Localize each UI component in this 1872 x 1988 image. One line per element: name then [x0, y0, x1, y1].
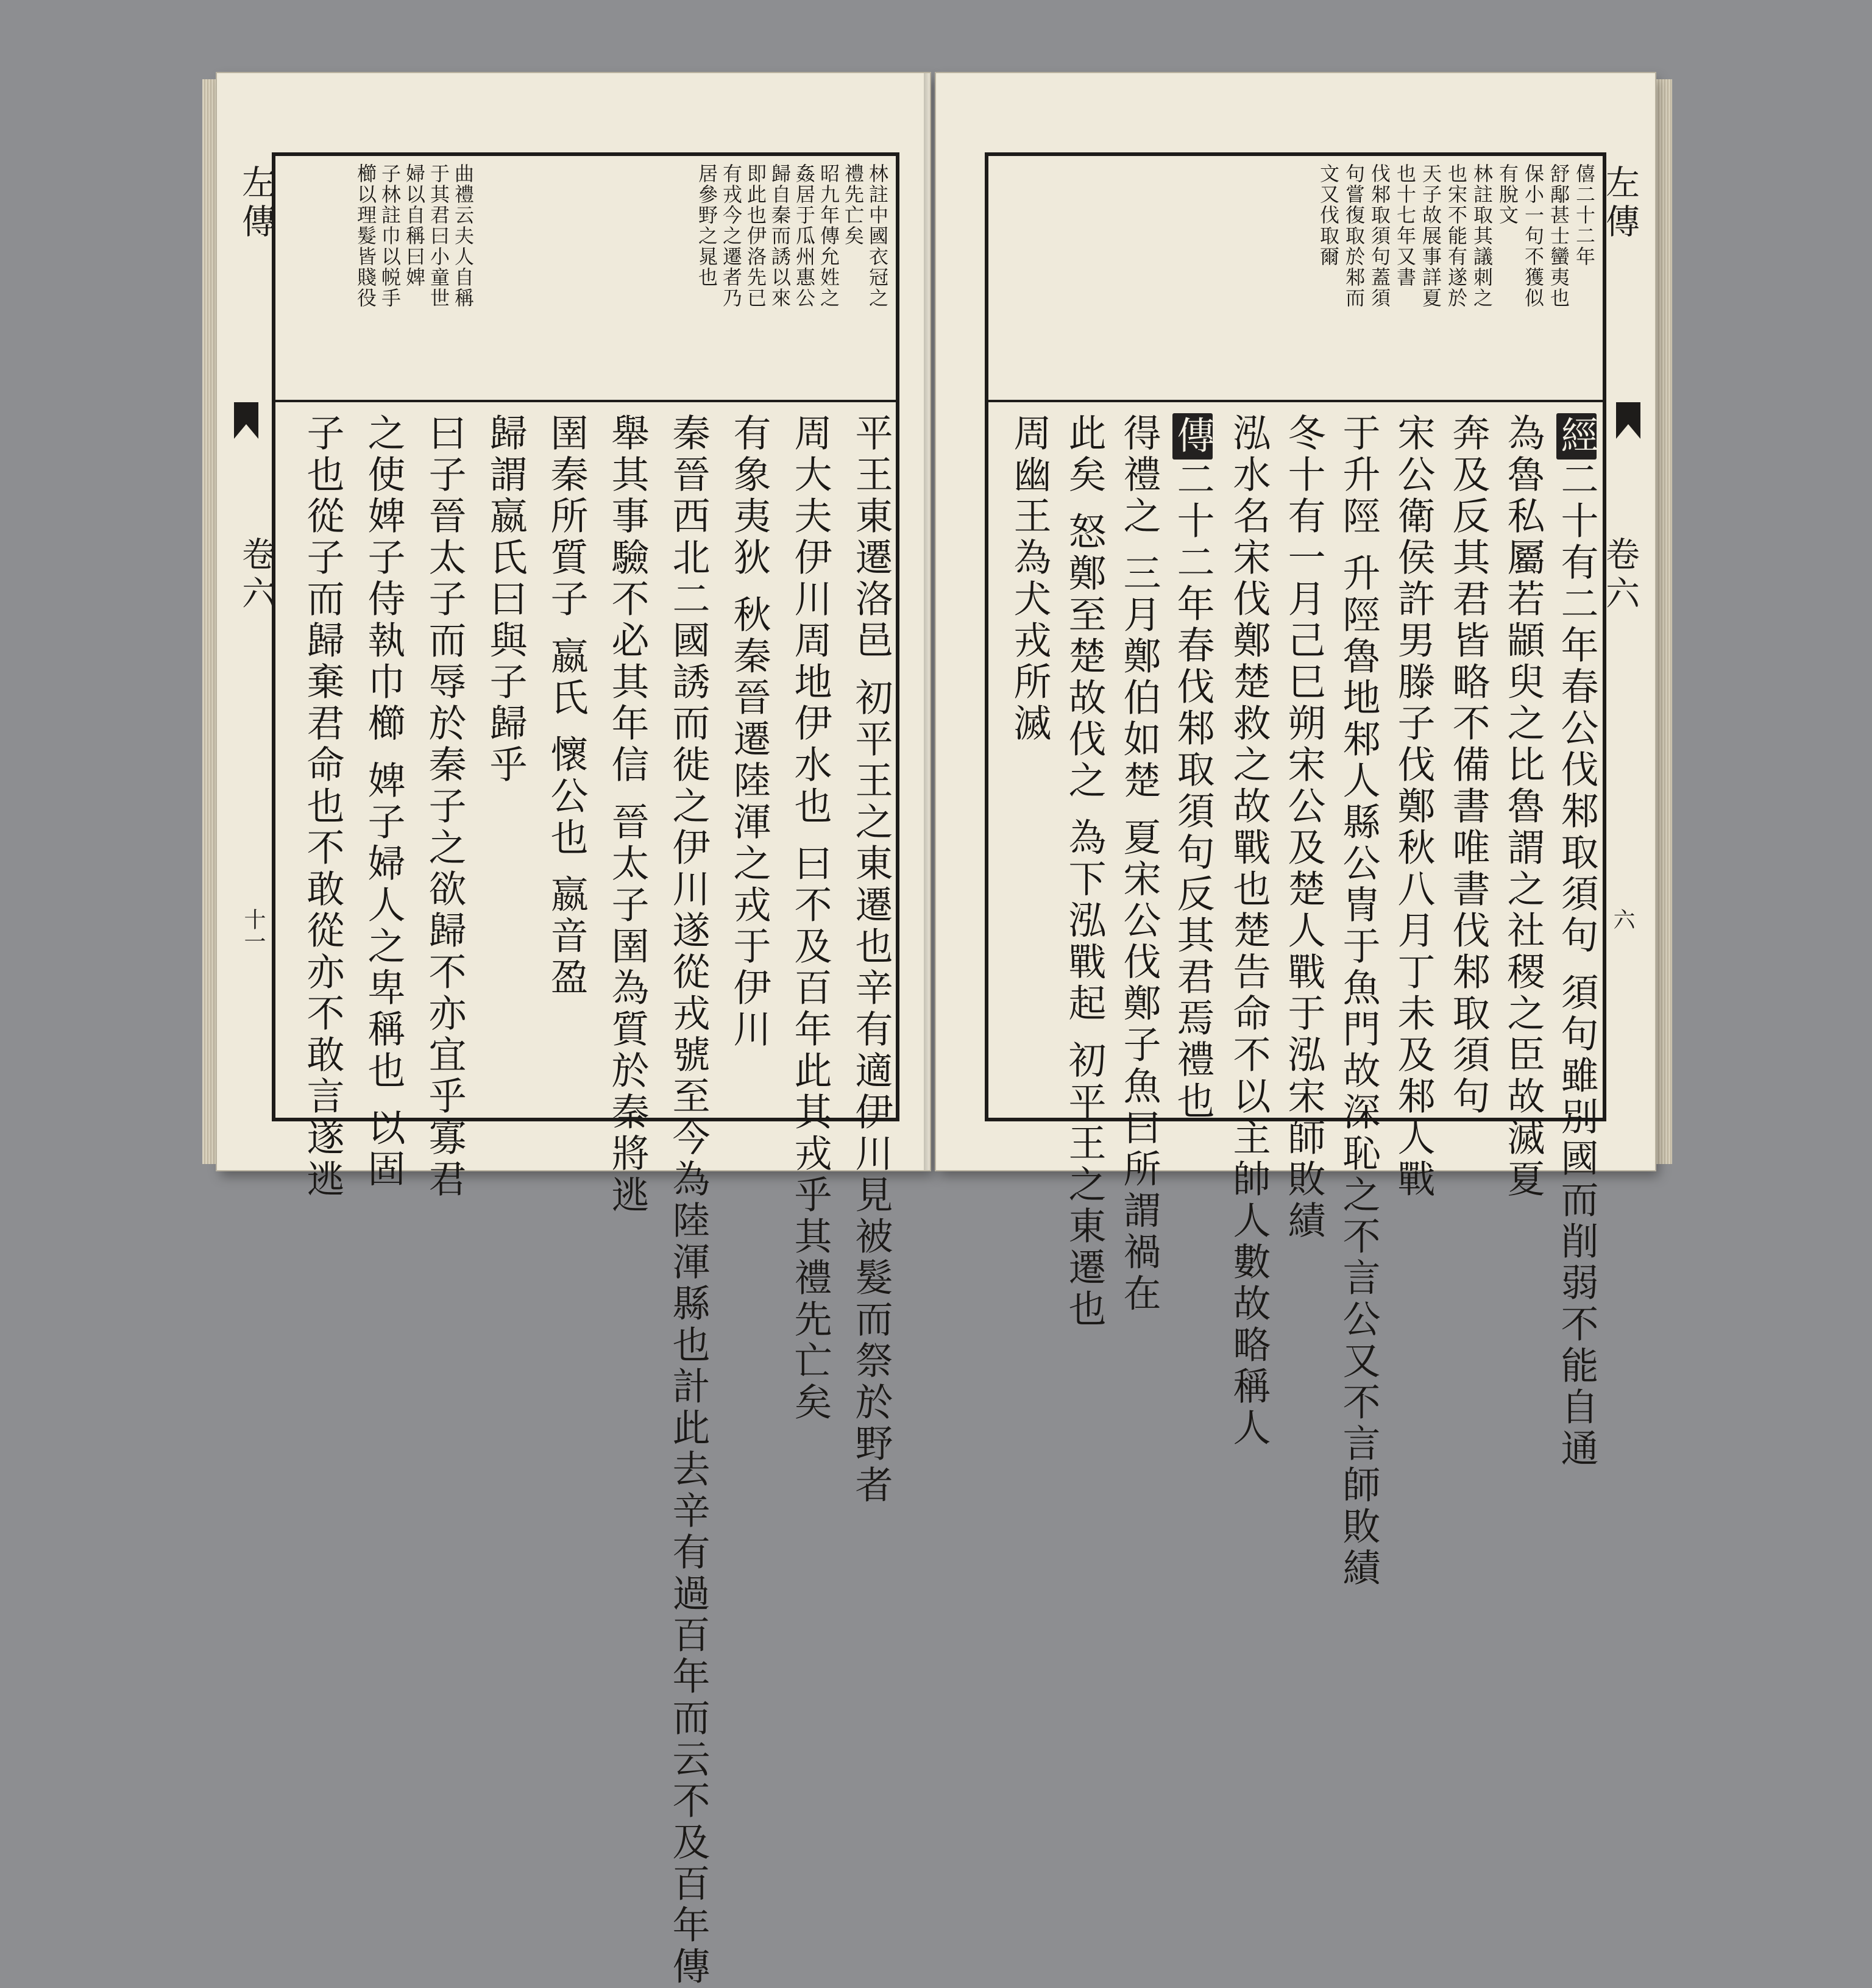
page-stack-right: [1656, 79, 1672, 1164]
page-stack-left: [202, 79, 218, 1164]
text-column: 子也從子而歸棄君命也不敢從亦不敢言遂逃: [300, 413, 345, 1201]
text-column: 傳二十二年春伐邾取須句反其君焉禮也: [1158, 406, 1213, 1113]
section-marker: 經: [1556, 413, 1597, 460]
left-band-divider: [275, 400, 896, 402]
note-column: 句嘗復取於邾而: [1342, 163, 1366, 308]
note-column: 林註中國衣冠之: [866, 163, 889, 308]
text-column: 宋公衛侯許男滕子伐鄭秋八月丁未及邾人戰: [1391, 413, 1436, 1201]
note-column: 歸自秦而誘以來: [768, 163, 792, 308]
left-margin-volume: 卷六: [236, 536, 276, 614]
right-main-text: [988, 406, 1603, 1589]
note-column: 櫛以理髮皆賤役: [354, 163, 377, 308]
left-main-text: [275, 406, 896, 1988]
note-column: 天子故展事詳夏: [1419, 163, 1442, 308]
text-column: 此矣 怒鄭至楚故伐之 為下泓戰起 初平王之東遷也: [1062, 413, 1107, 1331]
text-column: 曰子晉太子而辱於秦子之欲歸不亦宜乎寡君: [422, 413, 467, 1201]
text-column: 之使婢子侍執巾櫛 婢子婦人之卑稱也 以固: [361, 413, 406, 1191]
section-marker: 傳: [1172, 413, 1213, 460]
left-text-frame: [272, 152, 899, 1988]
note-column: 林註取其議刺之: [1470, 163, 1494, 308]
note-column: 曲禮云夫人自稱: [452, 163, 475, 308]
text-column: 秦晉西北二國誘而徙之伊川遂從戎號至今為陸渾縣也計此去辛有過百年而云不及百年傳: [666, 413, 711, 1988]
note-column: 居參野之晁也: [695, 163, 718, 288]
right-margin-title: 左傳: [1600, 165, 1640, 243]
right-page: [936, 73, 1655, 1589]
note-column: 于其君曰小童世: [427, 163, 450, 308]
left-top-notes: [275, 158, 896, 396]
text-column: 舉其事驗不必其年信 晉太子圉為質於秦將逃: [605, 413, 650, 1216]
note-column: 有脫文: [1496, 163, 1519, 225]
note-column: 昭九年傳允姓之: [817, 163, 840, 308]
note-column: 姦居于瓜州惠公: [793, 163, 816, 308]
left-page-number: 十一: [241, 908, 266, 952]
note-column: 舒鄅甚士蠻夷也: [1547, 163, 1570, 308]
note-column: 子林註巾以帨手: [378, 163, 402, 308]
text-column: 有象夷狄 秋秦晉遷陸渾之戎于伊川: [727, 413, 771, 1051]
left-page: [217, 73, 930, 1988]
text-column: 經二十有二年春公伐邾取須句 須句雖別國而削弱不能自通: [1542, 406, 1597, 1113]
right-band-divider: [988, 400, 1603, 402]
right-margin-volume: 卷六: [1600, 536, 1640, 614]
left-margin-title: 左傳: [236, 165, 276, 243]
note-column: 婦以自稱曰婢: [403, 163, 426, 288]
text-column: 得禮之 三月鄭伯如楚 夏宋公伐鄭子魚曰所謂禍在: [1117, 413, 1161, 1315]
text-column: 周大夫伊川周地伊水也 曰不及百年此其戎乎其禮先亡矣: [788, 413, 832, 1424]
note-column: 伐邾取須句蓋須: [1368, 163, 1391, 308]
note-column: 禮先亡矣: [842, 163, 865, 246]
right-top-notes: [988, 158, 1603, 396]
note-column: 也宋不能有遂於: [1445, 163, 1468, 308]
text-column: 泓水名宋伐鄭楚救之故戰也楚告命不以主帥人數故略稱人: [1227, 413, 1271, 1449]
open-book: [217, 73, 1655, 1988]
fishtail-mark: [1616, 402, 1640, 439]
text-column: 于升陘 升陘魯地邾人縣公冑于魚門故深恥之不言公又不言師敗績: [1336, 413, 1381, 1589]
note-column: 有戎今之遷者乃: [720, 163, 743, 308]
text-column: 圉秦所質子 嬴氏 懷公也 嬴音盈: [544, 413, 589, 999]
note-column: 保小一句不獲似: [1522, 163, 1545, 308]
text-column: 冬十有一月己巳朔宋公及楚人戰于泓宋師敗績: [1282, 413, 1326, 1242]
fishtail-mark: [234, 402, 258, 439]
right-page-number: 六: [1610, 908, 1635, 930]
right-text-frame: [985, 152, 1606, 1589]
note-column: 文又伐取爾: [1317, 163, 1340, 267]
text-column: 歸謂嬴氏曰與子歸乎: [483, 413, 528, 786]
text-column: 周幽王為犬戎所滅: [1007, 413, 1052, 745]
text-column: 平王東遷洛邑 初平王之東遷也辛有適伊川見被髮而祭於野者: [849, 413, 893, 1507]
text-column: 為魯私屬若顓臾之比魯謂之社稷之臣故滅夏: [1501, 413, 1545, 1201]
note-column: 也十七年又書: [1394, 163, 1417, 288]
text-column: 奔及反其君皆略不備書唯書伐邾取須句: [1446, 413, 1491, 1118]
note-column: 即此也伊洛先已: [744, 163, 767, 308]
note-column: 僖二十二年: [1573, 163, 1596, 267]
